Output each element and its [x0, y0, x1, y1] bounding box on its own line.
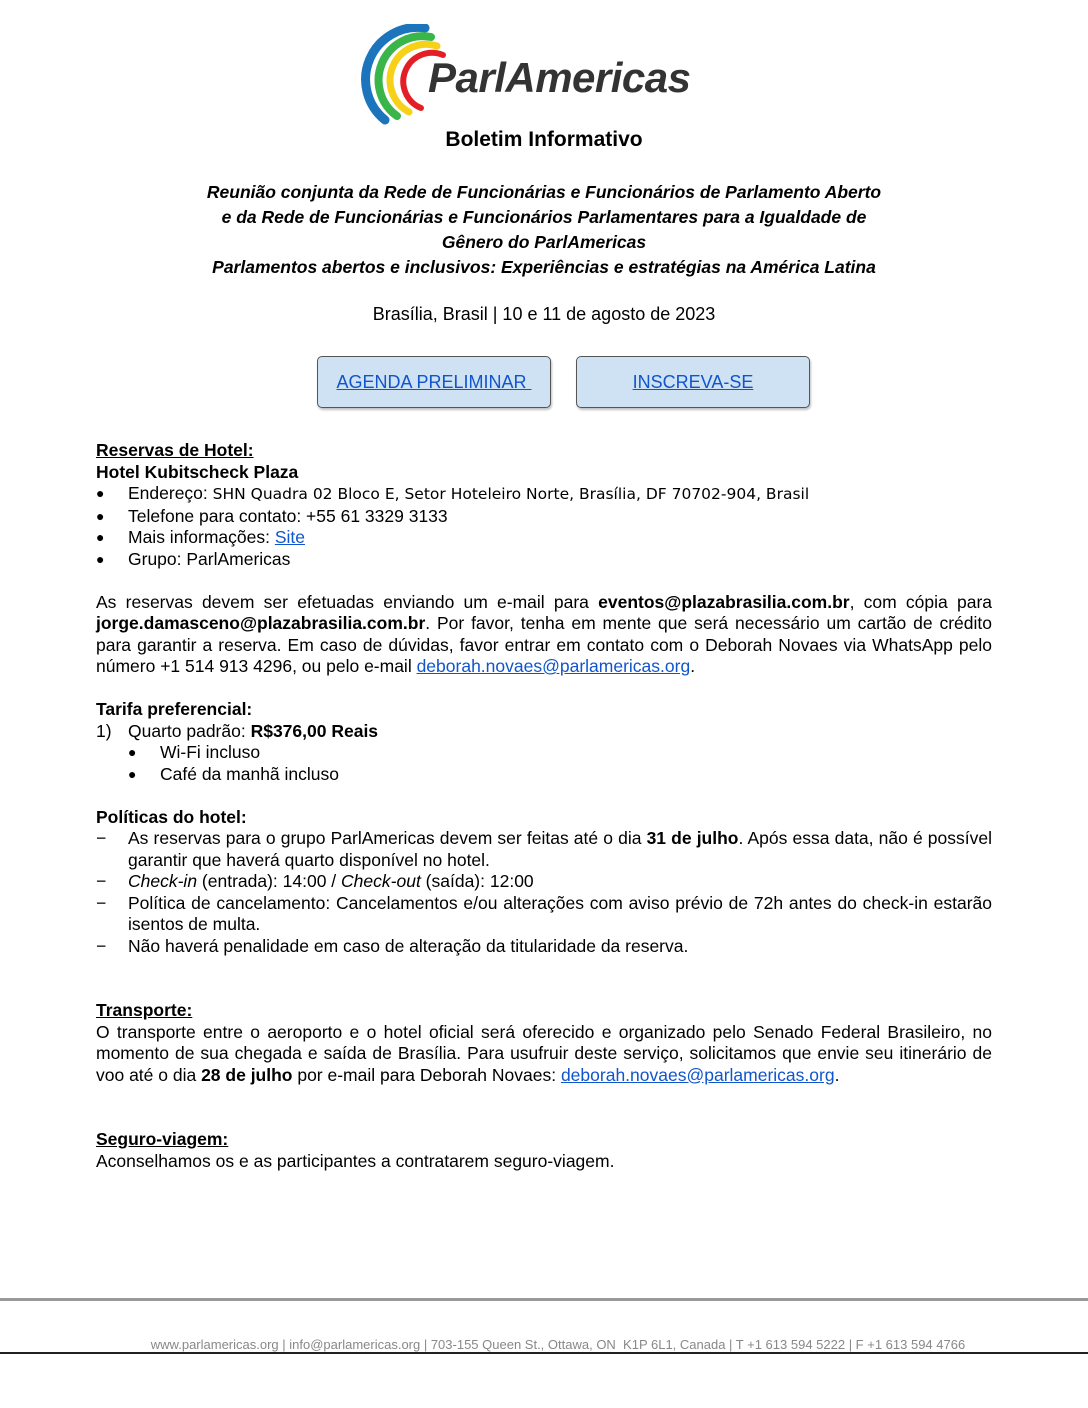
dash-marker: − — [96, 935, 107, 956]
bullet-icon: ● — [128, 765, 137, 782]
room-price: R$376,00 Reais — [250, 720, 379, 741]
policy-deadline — [128, 828, 992, 871]
policy-checkin — [128, 871, 534, 893]
register-button[interactable] — [576, 356, 810, 408]
policy-transfer: Não haverá penalidade em caso de alteração da titularidade da reserva. — [128, 935, 689, 956]
dash-marker: − — [96, 871, 107, 891]
bullet-icon: ● — [96, 485, 105, 501]
subtitle-line: Gênero do ParlAmericas — [441, 232, 647, 252]
subtitle-line: Parlamentos abertos e inclusivos: Experiências e estratégias na América Latina — [212, 257, 876, 277]
address-label: Endereço: — [128, 483, 213, 503]
rate-feature: Wi-Fi incluso — [160, 742, 261, 762]
dash-marker: − — [96, 828, 107, 848]
para-text: . — [690, 656, 696, 676]
list-item — [96, 936, 992, 958]
policy-text: . Após essa data, não é possível garantir que haverá quarto disponível no hotel. — [128, 828, 993, 870]
dash-marker: − — [96, 892, 107, 913]
checkout-label: Check-out — [341, 871, 421, 891]
address-value: SHN Quadra 02 Bloco E, Setor Hoteleiro Norte, Brasília, DF 70702-904, Brasil — [212, 485, 810, 503]
agenda-button[interactable] — [317, 356, 551, 408]
hotel-address — [128, 483, 809, 506]
policies-heading: Políticas do hotel: — [96, 806, 247, 827]
policy-text: (saída): 12:00 — [420, 871, 534, 891]
list-item — [96, 893, 992, 936]
hotel-more-info — [128, 527, 305, 549]
para-text: . Por favor, tenha em mente que será necessário um cartão de crédito para garantir a reserva. Em caso de dúvidas, favor entrar em contato com o Deborah Novaes via WhatsApp pelo número +1 514 913 4296, ou pelo e-mail — [96, 613, 992, 676]
list-item — [96, 483, 992, 506]
subtitle-line: e da Rede de Funcionárias e Funcionários Parlamentares para a Igualdade de — [221, 207, 867, 227]
para-text: As reservas devem ser efetuadas enviando um e-mail para — [96, 591, 599, 612]
hotel-email: eventos@plazabrasilia.com.br — [598, 591, 850, 612]
list-item — [96, 721, 992, 743]
list-item — [96, 871, 992, 893]
transport-email-link[interactable]: deborah.novaes@parlamericas.org — [560, 1064, 835, 1085]
page-title: Boletim Informativo — [445, 128, 643, 151]
rate-heading: Tarifa preferencial: — [96, 699, 253, 719]
more-info-label: Mais informações: — [128, 527, 275, 547]
subtitle-line: Reunião conjunta da Rede de Funcionárias e Funcionários de Parlamento Aberto — [206, 182, 882, 202]
list-item — [96, 828, 992, 871]
list-number: 1) — [96, 720, 112, 741]
bullet-icon: ● — [96, 550, 105, 567]
insurance-heading: Seguro-viagem: — [96, 1129, 229, 1149]
transport-paragraph — [96, 1022, 992, 1087]
list-item — [96, 527, 992, 549]
checkin-label: Check-in — [128, 871, 198, 891]
main-content — [96, 440, 992, 1172]
hotel-group: Grupo: ParlAmericas — [128, 548, 291, 569]
itinerary-deadline: 28 de julho — [201, 1064, 293, 1085]
para-text: por e-mail para Deborah Novaes: — [292, 1064, 561, 1085]
bullet-icon: ● — [96, 507, 105, 524]
transport-heading: Transporte: — [96, 1000, 193, 1020]
list-item — [96, 506, 992, 528]
register-button-label: INSCREVA-SE — [632, 371, 754, 392]
hotel-name: Hotel Kubitscheck Plaza — [96, 461, 299, 482]
room-label: Quarto padrão: — [128, 720, 251, 741]
agenda-button-label: AGENDA PRELIMINAR — [336, 371, 532, 392]
rate-feature: Café da manhã incluso — [160, 763, 339, 784]
para-text: O transporte entre o aeroporto e o hotel oficial será oferecido e organizado pelo Senado Federal Brasileiro, no momento de sua chegada e saída de Brasília. Para usufruir deste serviço, solicitamos que envie seu itinerário de voo até o dia — [96, 1021, 992, 1085]
event-subtitle — [170, 180, 918, 280]
footer-contact: www.parlamericas.org | info@parlamericas.org | 703-155 Queen St., Ottawa, ON K1P 6L1, Canada | T +1 613 594 5222 | F +1 613 594 4766 — [150, 1337, 966, 1352]
logo-wordmark: ParlAmericas — [428, 54, 691, 101]
list-item — [96, 764, 992, 786]
hotel-phone: Telefone para contato: +55 61 3329 3133 — [128, 505, 448, 526]
deadline-date: 31 de julho — [646, 828, 739, 848]
hotel-cc-email: jorge.damasceno@plazabrasilia.com.br — [96, 613, 426, 633]
policy-text: As reservas para o grupo ParlAmericas devem ser feitas até o dia — [128, 828, 647, 848]
insurance-text: Aconselhamos os e as participantes a contratarem seguro-viagem. — [96, 1150, 615, 1171]
reservation-paragraph — [96, 592, 992, 678]
footer-bottom-rule — [0, 1352, 1088, 1354]
contact-email-link[interactable]: deborah.novaes@parlamericas.org — [416, 656, 691, 676]
policy-cancellation: Política de cancelamento: Cancelamentos e/ou alterações com aviso prévio de 72h antes do check-in estarão isentos de multa. — [128, 892, 992, 934]
footer-divider — [0, 1298, 1088, 1301]
bullet-icon: ● — [96, 529, 105, 545]
list-item — [96, 742, 992, 764]
event-place-date: Brasília, Brasil | 10 e 11 de agosto de 2023 — [372, 304, 716, 324]
para-text: , com cópia para — [849, 591, 992, 612]
hotel-site-link[interactable]: Site — [274, 527, 306, 547]
policy-text: (entrada): 14:00 / — [197, 871, 342, 891]
room-rate — [128, 721, 378, 743]
list-item — [96, 549, 992, 571]
hotel-heading: Reservas de Hotel: — [96, 440, 254, 460]
para-text: . — [834, 1064, 840, 1085]
bullet-icon: ● — [128, 744, 137, 760]
